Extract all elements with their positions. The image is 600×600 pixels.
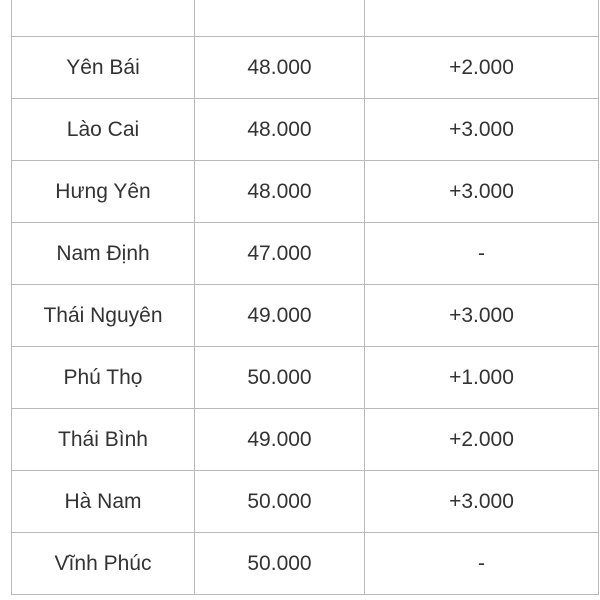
table-row xyxy=(12,0,599,37)
price-cell: 48.000 xyxy=(195,161,365,223)
price-cell: 47.000 xyxy=(195,223,365,285)
table-row xyxy=(12,409,599,471)
change-cell xyxy=(365,0,599,37)
change-cell: +3.000 xyxy=(365,285,599,347)
province-cell: Vĩnh Phúc xyxy=(12,533,195,595)
table-row xyxy=(12,99,599,161)
province-cell: Phú Thọ xyxy=(12,347,195,409)
province-cell: Thái Bình xyxy=(12,409,195,471)
change-cell: +1.000 xyxy=(365,347,599,409)
price-cell: 50.000 xyxy=(195,347,365,409)
change-cell: +3.000 xyxy=(365,471,599,533)
price-cell: 49.000 xyxy=(195,409,365,471)
table-row xyxy=(12,37,599,99)
table-row xyxy=(12,161,599,223)
price-cell: 48.000 xyxy=(195,99,365,161)
change-cell: +3.000 xyxy=(365,99,599,161)
province-cell: Hưng Yên xyxy=(12,161,195,223)
province-cell xyxy=(12,0,195,37)
table-row xyxy=(12,533,599,595)
price-cell xyxy=(195,0,365,37)
price-cell: 49.000 xyxy=(195,285,365,347)
change-cell: - xyxy=(365,223,599,285)
price-cell: 48.000 xyxy=(195,37,365,99)
province-cell: Lào Cai xyxy=(12,99,195,161)
province-cell: Thái Nguyên xyxy=(12,285,195,347)
price-cell: 50.000 xyxy=(195,533,365,595)
province-cell: Nam Định xyxy=(12,223,195,285)
change-cell: +3.000 xyxy=(365,161,599,223)
province-cell: Hà Nam xyxy=(12,471,195,533)
table-row xyxy=(12,285,599,347)
change-cell: +2.000 xyxy=(365,37,599,99)
change-cell: +2.000 xyxy=(365,409,599,471)
table-row xyxy=(12,347,599,409)
price-table xyxy=(11,0,599,595)
change-cell: - xyxy=(365,533,599,595)
table-row xyxy=(12,223,599,285)
price-cell: 50.000 xyxy=(195,471,365,533)
province-cell: Yên Bái xyxy=(12,37,195,99)
table-row xyxy=(12,471,599,533)
